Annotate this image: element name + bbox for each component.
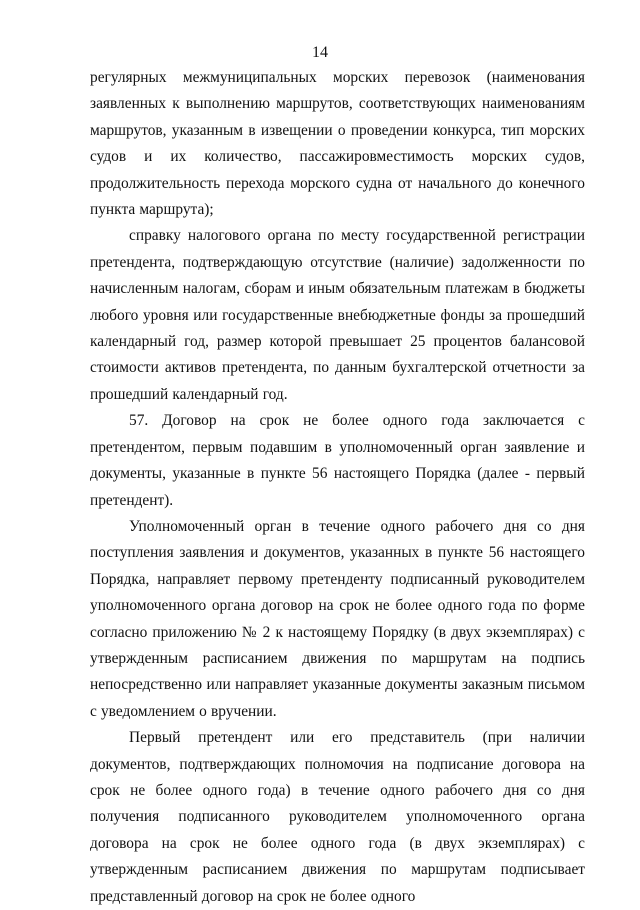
page-number: 14 xyxy=(312,44,328,61)
paragraph-continuation: регулярных межмуниципальных морских перевозок (наименования заявленных к выполнению маршрутов, соответствующих наименованиям маршрутов, указанным в извещении о проведении конкурса, тип морских судов и их количество, пассажировместимость морских судов, продолжительность перехода морского судна от начального до конечного пункта маршрута); xyxy=(90,69,585,219)
paragraph-tax-certificate: справку налогового органа по месту государственной регистрации претендента, подтверждающую отсутствие (наличие) задолженности по начисленным налогам, сборам и иным обязательным платежам в бюджеты любого уровня или государственные внебюджетные фонды за прошедший календарный год, размер которой превышает 25 процентов балансовой стоимости активов претендента, по данным бухгалтерской отчетности за прошедший календарный год. xyxy=(90,227,585,403)
paragraph-authorized-body: Уполномоченный орган в течение одного рабочего дня со дня поступления заявления и документов, указанных в пункте 56 настоящего Порядка, направляет первому претенденту подписанный руководителем уполномоченного органа договор на срок не более одного года по форме согласно приложению № 2 к настоящему Порядку (в двух экземплярах) с утвержденным расписанием движения по маршрутам на подпись непосредственно или направляет указанные документы заказным письмом с уведомлением о вручении. xyxy=(90,517,585,720)
paragraph-first-applicant: Первый претендент или его представитель (при наличии документов, подтверждающих полномочия на подписание договора на срок не более одного года) в течение одного рабочего дня со дня получения подписанного руководителем уполномоченного органа договора на срок не более одного года (в двух экземплярах) с утвержденным расписанием движения по маршрутам подписывает представленный договор на срок не более одного xyxy=(90,729,585,905)
paragraph-item-57: 57. Договор на срок не более одного года заключается с претендентом, первым подавшим в уполномоченный орган заявление и документы, указанные в пункте 56 настоящего Порядка (далее - первый претендент). xyxy=(90,412,585,509)
document-body xyxy=(90,65,585,910)
